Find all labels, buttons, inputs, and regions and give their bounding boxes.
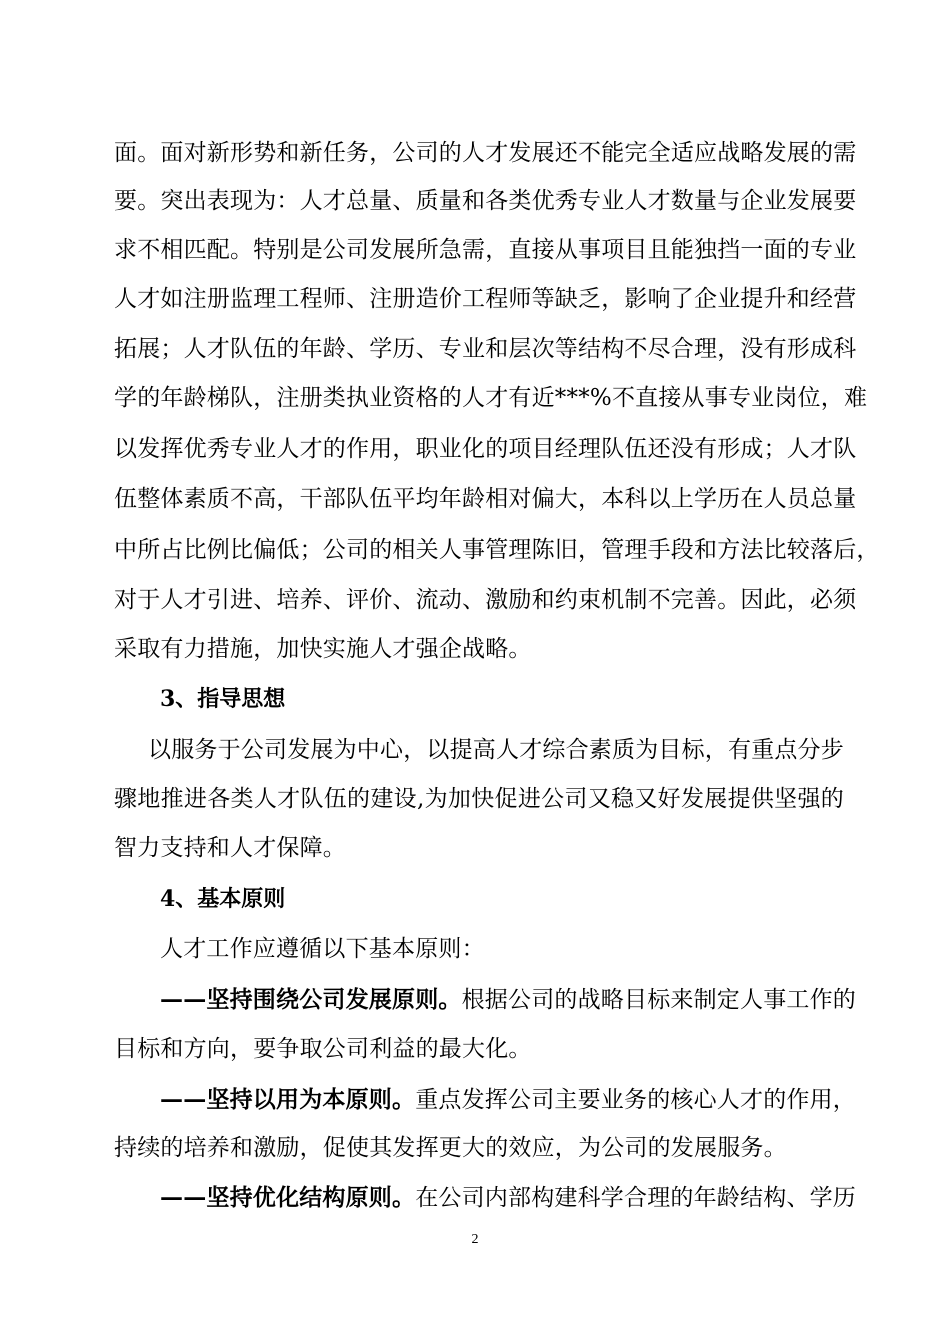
paragraph-line: 拓展；人才队伍的年龄、学历、专业和层次等结构不尽合理，没有形成科 (114, 336, 857, 362)
paragraph-line: 以发挥优秀专业人才的作用，职业化的项目经理队伍还没有形成；人才队 (114, 436, 857, 462)
paragraph-line: 对于人才引进、培养、评价、流动、激励和约束机制不完善。因此，必须 (114, 587, 857, 613)
intro-line: 人才工作应遵循以下基本原则： (160, 936, 485, 962)
paragraph-line: 持续的培养和激励，促使其发挥更大的效应，为公司的发展服务。 (114, 1135, 787, 1161)
principle-line (160, 1183, 857, 1213)
paragraph-line: 智力支持和人才保障。 (114, 835, 346, 861)
paragraph-line: 面。面对新形势和新任务，公司的人才发展还不能完全适应战略发展的需 (114, 140, 857, 166)
principle-title: ——坚持以用为本原则。 (160, 1086, 416, 1113)
paragraph-line: 伍整体素质不高，干部队伍平均年龄相对偏大，本科以上学历在人员总量 (114, 486, 857, 512)
principle-text: 重点发挥公司主要业务的核心人才的作用， (415, 1087, 857, 1113)
page-number: 2 (471, 1232, 479, 1247)
section-heading: 3、指导思想 (160, 686, 286, 712)
paragraph-line: 以服务于公司发展为中心，以提高人才综合素质为目标，有重点分步 (148, 737, 844, 763)
paragraph-line: 中所占比例比偏低；公司的相关人事管理陈旧，管理手段和方法比较落后， (114, 537, 880, 563)
principle-title: ——坚持优化结构原则。 (160, 1184, 416, 1211)
paragraph-line: 求不相匹配。特别是公司发展所急需，直接从事项目且能独挡一面的专业 (114, 237, 857, 263)
principle-text: 根据公司的战略目标来制定人事工作的 (461, 987, 857, 1013)
paragraph-line: 目标和方向，要争取公司利益的最大化。 (114, 1036, 532, 1062)
principle-title: ——坚持围绕公司发展原则。 (160, 986, 462, 1013)
section-heading: 4、基本原则 (160, 886, 286, 912)
paragraph-line: 要。突出表现为：人才总量、质量和各类优秀专业人才数量与企业发展要 (114, 188, 857, 214)
principle-line (160, 985, 857, 1015)
paragraph-line: 人才如注册监理工程师、注册造价工程师等缺乏，影响了企业提升和经营 (114, 286, 857, 312)
paragraph-line: 骤地推进各类人才队伍的建设,为加快促进公司又稳又好发展提供坚强的 (114, 786, 844, 812)
paragraph-line: 采取有力措施，加快实施人才强企战略。 (114, 636, 532, 662)
principle-line (160, 1085, 857, 1115)
paragraph-line: 学的年龄梯队，注册类执业资格的人才有近***%不直接从事专业岗位，难 (114, 385, 868, 411)
principle-text: 在公司内部构建科学合理的年龄结构、学历 (415, 1185, 857, 1211)
